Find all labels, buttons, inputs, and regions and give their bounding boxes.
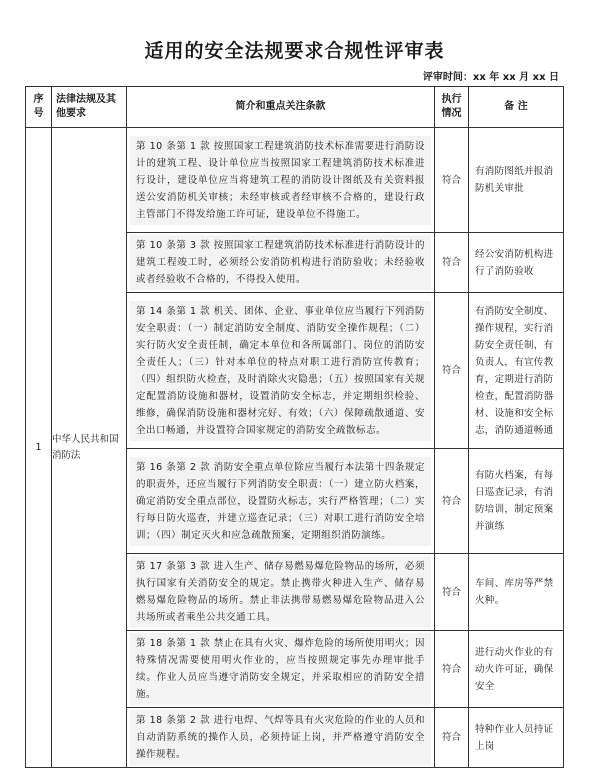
header-status: 执行情况 [435,87,469,128]
remark: 有防火档案，有每日巡查记录，有消防培训，制定预案并演练 [469,449,564,554]
header-remark: 备 注 [469,87,564,128]
execution-status: 符合 [435,128,469,233]
execution-status: 符合 [435,631,469,708]
clause-content: 第 18 条第 2 款 进行电焊、气焊等具有火灾危险的作业的人员和自动消防系统的操作人员，必须持证上岗，并严格遵守消防安全操作规程。 [127,708,435,768]
compliance-table [25,86,564,768]
document-title: 适用的安全法规要求合规性评审表 [144,40,445,62]
row-number: 1 [26,128,52,768]
header-no: 序号 [26,87,52,128]
remark: 进行动火作业的有动火许可证，确保安全 [469,631,564,708]
review-date: 评审时间：xx 年 xx 月 xx 日 [422,72,559,83]
clause-content: 第 17 条第 3 款 进入生产、储存易燃易爆危险物品的场所，必须执行国家有关消防安全的规定。禁止携带火种进入生产、储存易燃易爆危险物品的场所。禁止非法携带易燃易爆危险物品进入公共场所或者乘坐公共交通工具。 [127,554,435,631]
execution-status: 符合 [435,554,469,631]
remark: 有消防图纸并报消防机关审批 [469,128,564,233]
clause-content: 第 10 条第 1 款 按照国家工程建筑消防技术标准需要进行消防设计的建筑工程、设计单位应当按照国家工程建筑消防技术标准进行设计，建设单位应当将建筑工程的消防设计图纸及有关资料报送公安消防机关审核；未经审核或者经审核不合格的，建设行政主管部门不得发给施工许可证，建设单位不得施工。 [127,128,435,233]
clause-content: 第 16 条第 2 款 消防安全重点单位除应当履行本法第十四条规定的职责外，还应当履行下列消防安全职责：（一）建立防火档案，确定消防安全重点部位，设置防火标志，实行严格管理；（二）实行每日防火巡查，并建立巡查记录；（三）对职工进行消防安全培训；（四）制定灭火和应急疏散预案，定期组织消防演练。 [127,449,435,554]
clause-content: 第 10 条第 3 款 按照国家工程建筑消防技术标准进行消防设计的建筑工程竣工时，必须经公安消防机构进行消防验收；未经验收或者经验收不合格的，不得投入使用。 [127,233,435,293]
execution-status: 符合 [435,293,469,449]
remark: 车间、库房等严禁火种。 [469,554,564,631]
execution-status: 符合 [435,449,469,554]
remark: 有消防安全制度、操作规程，实行消防安全责任制，有负责人，有宣传教育，定期进行消防检查，配置消防器材、设施和安全标志，消防通道畅通 [469,293,564,449]
execution-status: 符合 [435,708,469,768]
header-content: 简介和重点关注条款 [127,87,435,128]
execution-status: 符合 [435,233,469,293]
table-header-row [26,87,564,128]
law-name: 中华人民共和国消防法 [52,128,127,768]
remark: 特种作业人员持证上岗 [469,708,564,768]
header-law: 法律法规及其他要求 [52,87,127,128]
remark: 经公安消防机构进行了消防验收 [469,233,564,293]
clause-content: 第 14 条第 1 款 机关、团体、企业、事业单位应当履行下列消防安全职责：（一）制定消防安全制度、消防安全操作规程；（二）实行防火安全责任制，确定本单位和各所属部门、岗位的消防安全责任人；（三）针对本单位的特点对职工进行消防宣传教育；（四）组织防火检查，及时消除火灾隐患；（五）按照国家有关规定配置消防设施和器材，设置消防安全标志，并定期组织检验、维修，确保消防设施和器材完好、有效；（六）保障疏散通道、安全出口畅通，并设置符合国家规定的消防安全疏散标志。 [127,293,435,449]
clause-content: 第 18 条第 1 款 禁止在具有火灾、爆炸危险的场所使用明火；因特殊情况需要使用明火作业的，应当按照规定事先办理审批手续。作业人员应当遵守消防安全规定，并采取相应的消防安全措施。 [127,631,435,708]
table-row [26,128,564,233]
